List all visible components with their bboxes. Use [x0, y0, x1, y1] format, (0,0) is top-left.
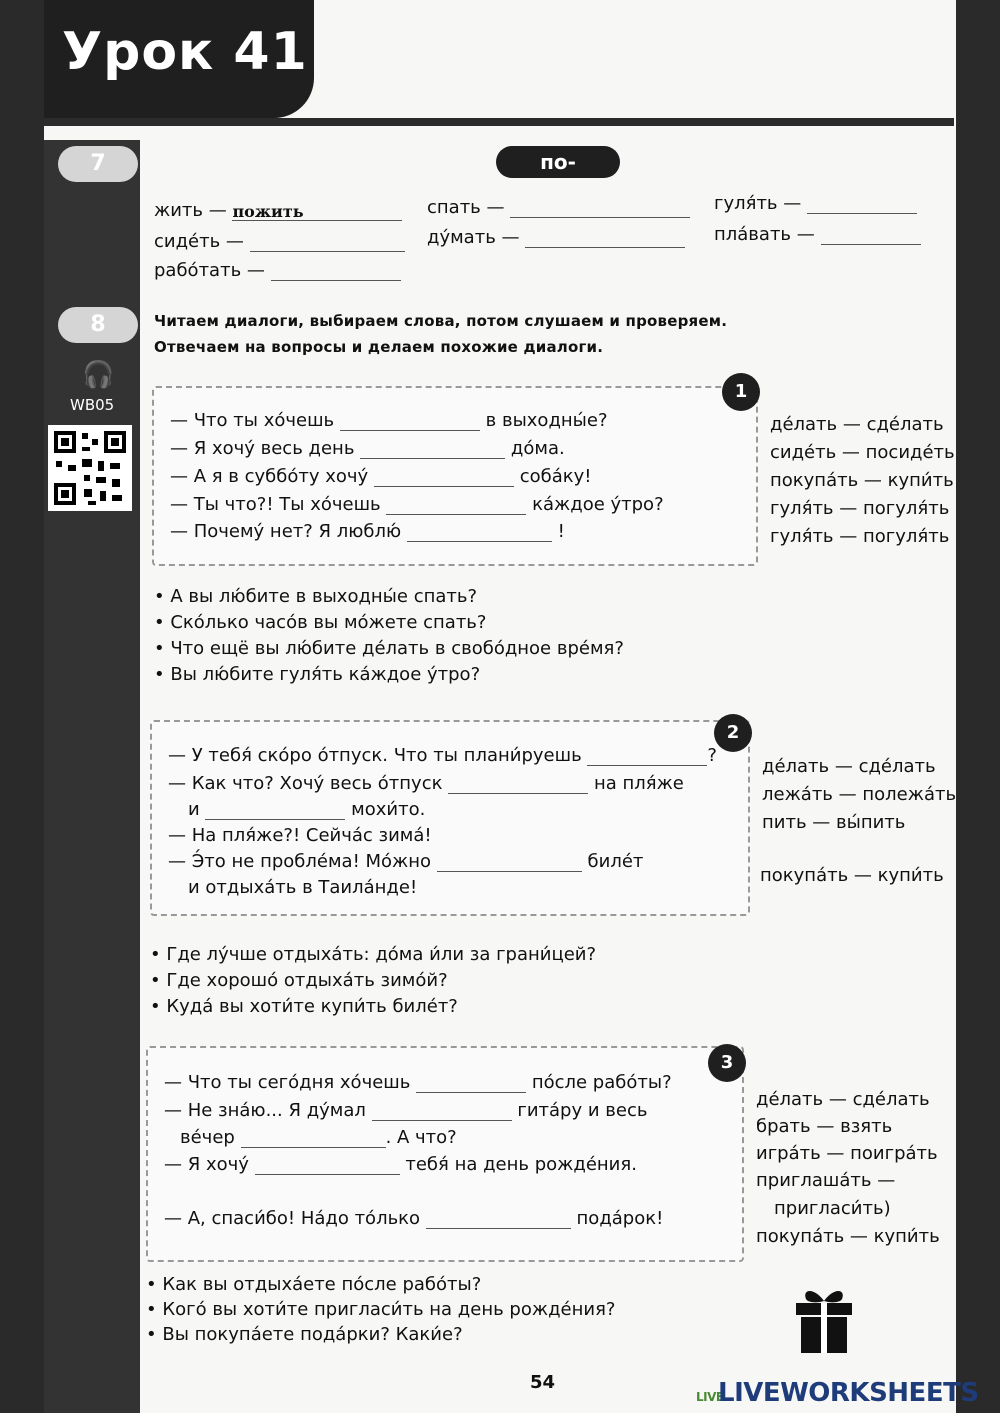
- ex7-verb: гуля́ть —: [714, 193, 802, 214]
- header-band: [44, 118, 954, 126]
- instruction-line-2: Отвечаем на вопросы и делаем похожие диалоги.: [154, 338, 604, 356]
- line-text: тебя́ на день рожде́ния.: [405, 1154, 637, 1175]
- ex7-answer-field[interactable]: [250, 233, 405, 252]
- line-text: и: [188, 799, 200, 820]
- dialog-2-number: 2: [714, 714, 752, 752]
- dialog-3-line-3: [180, 1127, 457, 1148]
- ex7-verb: рабо́тать —: [154, 260, 265, 281]
- line-text: — Ты что?! Ты хо́чешь: [170, 494, 381, 515]
- ex7-verb: сиде́ть —: [154, 231, 244, 252]
- line-text: мохи́то.: [351, 799, 426, 820]
- verb-option: приглаша́ть —: [756, 1170, 896, 1191]
- question: • Куда́ вы хоти́те купи́ть биле́т?: [150, 996, 458, 1017]
- question: • Кого́ вы хоти́те пригласи́ть на день рожде́ния?: [146, 1299, 616, 1320]
- answer-field[interactable]: [360, 440, 505, 459]
- answer-field[interactable]: [407, 523, 552, 542]
- line-text: по́сле рабо́ты?: [531, 1072, 672, 1093]
- dialog-1-line-1: [170, 410, 608, 431]
- ex7-verb: жить —: [154, 200, 227, 221]
- verb-option: гуля́ть — погуля́ть: [770, 498, 950, 519]
- exercise-8-number: 8: [58, 307, 138, 343]
- line-text: ?: [707, 745, 717, 766]
- line-text: — А я в суббо́ту хочу́: [170, 466, 369, 487]
- ex7-item-2: [427, 197, 690, 218]
- ex7-item-4: [154, 231, 405, 252]
- line-text: !: [557, 521, 565, 542]
- verb-option: покупа́ть — купи́ть: [770, 470, 954, 491]
- dialog-1-number: 1: [722, 373, 760, 411]
- dialog-3-line-4: [164, 1154, 637, 1175]
- answer-field[interactable]: [448, 775, 588, 794]
- dialog-3-line-5: [164, 1208, 663, 1229]
- ex7-item-7: [154, 260, 401, 281]
- line-text: — Почему́ нет? Я люблю́: [170, 521, 402, 542]
- dialog-1-line-5: [170, 521, 565, 542]
- question: • Где лу́чше отдыха́ть: до́ма и́ли за грани́цей?: [150, 944, 597, 965]
- verb-option: брать — взять: [756, 1116, 893, 1137]
- ex7-verb: пла́вать —: [714, 224, 815, 245]
- question: • Что ещё вы лю́бите де́лать в свобо́дное вре́мя?: [154, 638, 624, 659]
- answer-field[interactable]: [340, 412, 480, 431]
- line-text: — Я хочу́: [164, 1154, 249, 1175]
- line-text: соба́ку!: [519, 466, 592, 487]
- dialog-3-line-2: [164, 1100, 647, 1121]
- question: • Ско́лько часо́в вы мо́жете спать?: [154, 612, 487, 633]
- dialog-3-number: 3: [708, 1044, 746, 1082]
- line-text: — Я хочу́ весь день: [170, 438, 355, 459]
- answer-field[interactable]: [587, 747, 707, 766]
- dialog-1-line-2: [170, 438, 565, 459]
- answer-field[interactable]: [372, 1102, 512, 1121]
- instruction-line-1: Читаем диалоги, выбираем слова, потом слушаем и проверяем.: [154, 312, 728, 330]
- verb-option: сиде́ть — посиде́ть: [770, 442, 955, 463]
- question: • Как вы отдыха́ете по́сле рабо́ты?: [146, 1274, 482, 1295]
- verb-option: пригласи́ть): [774, 1198, 891, 1219]
- line-text: — Что ты хо́чешь: [170, 410, 335, 431]
- answer-field[interactable]: [437, 853, 582, 872]
- dialog-2-line-3: [188, 799, 425, 820]
- question: • Где хорошо́ отдыха́ть зимо́й?: [150, 970, 448, 991]
- dialog-1-line-4: [170, 494, 664, 515]
- ex7-answer-field[interactable]: [821, 226, 921, 245]
- line-text: — Что ты сего́дня хо́чешь: [164, 1072, 411, 1093]
- dialog-2-line-5: [168, 851, 643, 872]
- line-text: ве́чер: [180, 1127, 235, 1148]
- ex7-item-3: [714, 193, 917, 214]
- verb-option: лежа́ть — полежа́ть: [762, 784, 957, 805]
- line-text: — Э́то не пробле́ма! Мо́жно: [168, 851, 432, 872]
- answer-field[interactable]: [255, 1156, 400, 1175]
- dialog-2-line-6: и отдыха́ть в Таила́нде!: [188, 877, 418, 898]
- headphones-icon[interactable]: 🎧: [82, 360, 115, 390]
- ex7-verb: спать —: [427, 197, 505, 218]
- ex7-answer-field[interactable]: [271, 262, 401, 281]
- verb-option: пить — вы́пить: [762, 812, 906, 833]
- verb-option: гуля́ть — погуля́ть: [770, 526, 950, 547]
- question: • Вы лю́бите гуля́ть ка́ждое у́тро?: [154, 664, 481, 685]
- line-text: — Не зна́ю... Я ду́мал: [164, 1100, 366, 1121]
- gift-icon: [792, 1283, 856, 1359]
- question: • А вы лю́бите в выходны́е спать?: [154, 586, 478, 607]
- exercise-7-number: 7: [58, 146, 138, 182]
- verb-option: покупа́ть — купи́ть: [760, 865, 944, 886]
- lesson-title: Урок 41: [62, 22, 308, 82]
- qr-code-icon[interactable]: [48, 425, 132, 511]
- answer-field[interactable]: [386, 496, 526, 515]
- dialog-1-line-3: [170, 466, 591, 487]
- line-text: пода́рок!: [576, 1208, 664, 1229]
- line-text: . А что?: [385, 1127, 457, 1148]
- ex7-verb: ду́мать —: [427, 227, 520, 248]
- prefix-label: по-: [496, 146, 620, 178]
- verb-option: игра́ть — поигра́ть: [756, 1143, 938, 1164]
- verb-option: де́лать — сде́лать: [756, 1089, 930, 1110]
- ex7-answer-field[interactable]: пожить: [232, 202, 402, 221]
- line-text: до́ма.: [510, 438, 565, 459]
- ex7-item-6: [714, 224, 921, 245]
- verb-option: покупа́ть — купи́ть: [756, 1226, 940, 1247]
- answer-field[interactable]: [241, 1129, 386, 1148]
- liveworksheets-logo: [696, 1378, 979, 1408]
- line-text: гита́ру и весь: [517, 1100, 648, 1121]
- audio-track-label: WB05: [70, 396, 115, 414]
- line-text: ка́ждое у́тро?: [532, 494, 664, 515]
- verb-option: де́лать — сде́лать: [770, 414, 944, 435]
- ex7-answer-field[interactable]: [525, 229, 685, 248]
- line-text: в выходны́е?: [485, 410, 608, 431]
- line-text: — У тебя́ ско́ро о́тпуск. Что ты плани́руешь: [168, 745, 582, 766]
- dialog-2-line-1: [168, 745, 717, 766]
- verb-option: де́лать — сде́лать: [762, 756, 936, 777]
- line-text: — А, спаси́бо! На́до то́лько: [164, 1208, 421, 1229]
- dialog-3-line-1: [164, 1072, 672, 1093]
- answer-field[interactable]: [205, 801, 345, 820]
- answer-field[interactable]: [426, 1210, 571, 1229]
- ex7-answer-field[interactable]: [510, 199, 690, 218]
- logo-text: LIVEWORKSHEETS: [718, 1378, 979, 1408]
- ex7-item-1: [154, 200, 402, 221]
- question: • Вы покупа́ете пода́рки? Каки́е?: [146, 1324, 463, 1345]
- dialog-2-line-4: — На пля́же?! Сейча́с зима́!: [168, 825, 432, 846]
- line-text: биле́т: [587, 851, 644, 872]
- ex7-answer-field[interactable]: [807, 195, 917, 214]
- answer-field[interactable]: [374, 468, 514, 487]
- page-number: 54: [530, 1372, 556, 1393]
- answer-field[interactable]: [416, 1074, 526, 1093]
- line-text: на пля́же: [593, 773, 684, 794]
- dialog-2-line-2: [168, 773, 684, 794]
- line-text: — Как что? Хочу́ весь о́тпуск: [168, 773, 443, 794]
- ex7-item-5: [427, 227, 685, 248]
- logo-small-text: LIVE: [696, 1390, 724, 1404]
